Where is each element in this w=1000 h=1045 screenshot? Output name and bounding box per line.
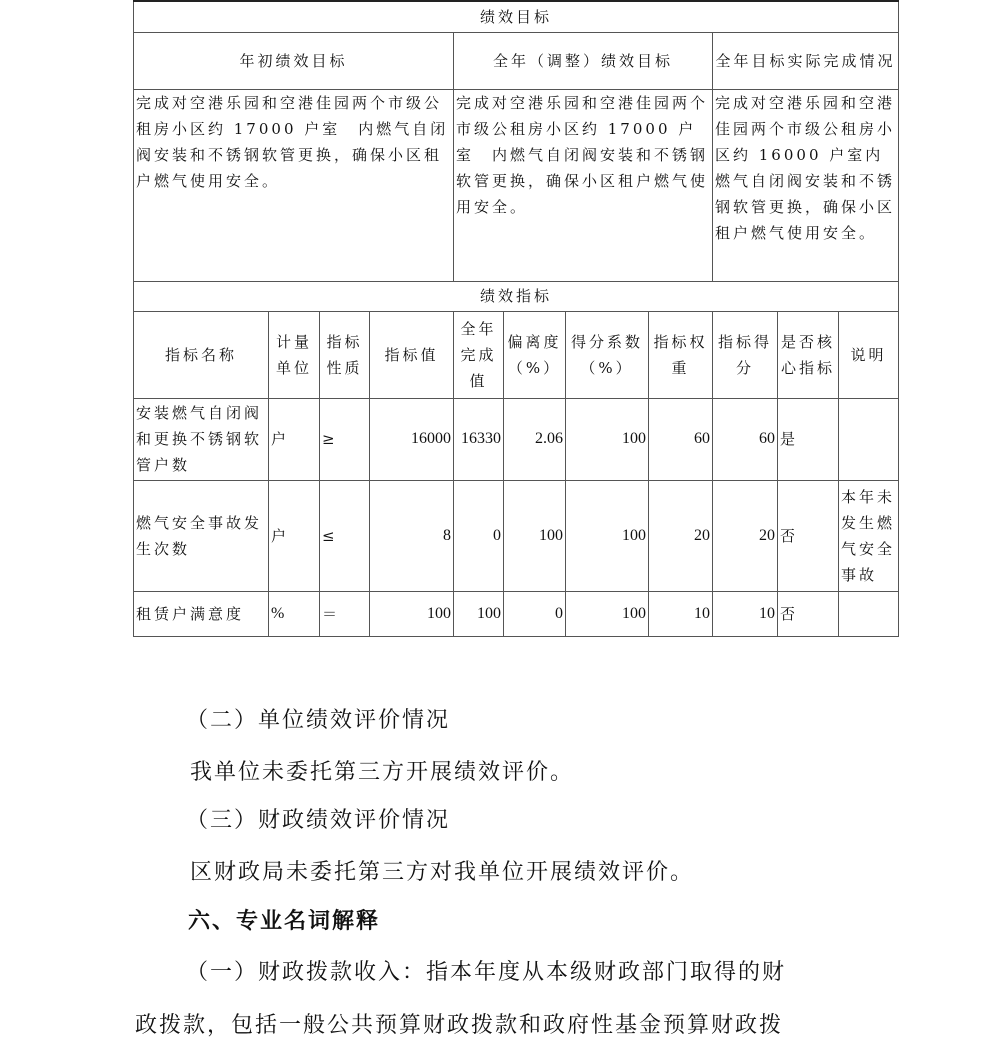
col-header-weight: 指标权重 [649, 311, 713, 398]
cell-note [839, 398, 899, 480]
cell-target: 8 [370, 480, 454, 591]
section-title-goals: 绩效目标 [134, 1, 899, 32]
goal-text-adjusted: 完成对空港乐园和空港佳园两个市级公租房小区约 17000 户室 内燃气自闭阀安装和不锈钢软管更换，确保小区租户燃气使用安全。 [454, 89, 713, 281]
goal-text-initial: 完成对空港乐园和空港佳园两个市级公租房小区约 17000 户室 内燃气自闭阀安装和不锈钢软管更换，确保小区租户燃气使用安全。 [134, 89, 454, 281]
cell-coef: 100 [566, 591, 649, 636]
col-header-name: 指标名称 [134, 311, 269, 398]
heading-fiscal-eval: （三）财政绩效评价情况 [186, 808, 451, 833]
cell-score: 20 [713, 480, 778, 591]
cell-target: 16000 [370, 398, 454, 480]
para-fiscal-eval: 区财政局未委托第三方对我单位开展绩效评价。 [190, 860, 695, 885]
cell-weight: 60 [649, 398, 713, 480]
col-header-unit: 计量单位 [269, 311, 320, 398]
col-header-note: 说明 [839, 311, 899, 398]
table-row [134, 591, 899, 636]
cell-name: 燃气安全事故发生次数 [134, 480, 269, 591]
heading-unit-eval: （二）单位绩效评价情况 [186, 708, 451, 733]
col-header-actual: 全年完成值 [454, 311, 504, 398]
col-header-deviation: 偏离度（%） [504, 311, 566, 398]
cell-core: 否 [778, 480, 839, 591]
cell-note [839, 591, 899, 636]
col-header-target: 指标值 [370, 311, 454, 398]
cell-nature: ≤ [320, 480, 370, 591]
cell-nature: ≥ [320, 398, 370, 480]
goal-text-actual: 完成对空港乐园和空港佳园两个市级公租房小区约 16000 户室内燃气自闭阀安装和不锈钢软管更换，确保小区租户燃气使用安全。 [713, 89, 899, 281]
col-header-nature: 指标性质 [320, 311, 370, 398]
cell-name: 安装燃气自闭阀和更换不锈钢软管户数 [134, 398, 269, 480]
cell-deviation: 0 [504, 591, 566, 636]
indicator-header-row [134, 311, 899, 398]
cell-deviation: 100 [504, 480, 566, 591]
cell-actual: 16330 [454, 398, 504, 480]
goal-header-adjusted: 全年（调整）绩效目标 [454, 32, 713, 89]
col-header-score: 指标得分 [713, 311, 778, 398]
term1-line1: （一）财政拨款收入：指本年度从本级财政部门取得的财 [186, 960, 787, 985]
col-header-core: 是否核心指标 [778, 311, 839, 398]
term1-line2: 政拨款，包括一般公共预算财政拨款和政府性基金预算财政拨 [135, 1013, 784, 1038]
cell-weight: 20 [649, 480, 713, 591]
para-unit-eval: 我单位未委托第三方开展绩效评价。 [190, 760, 575, 785]
goal-header-initial: 年初绩效目标 [134, 32, 454, 89]
cell-unit: 户 [269, 480, 320, 591]
cell-core: 是 [778, 398, 839, 480]
table-row [134, 398, 899, 480]
section-title-indicators: 绩效指标 [134, 281, 899, 311]
cell-deviation: 2.06 [504, 398, 566, 480]
cell-nature: ＝ [320, 591, 370, 636]
cell-weight: 10 [649, 591, 713, 636]
cell-actual: 0 [454, 480, 504, 591]
cell-unit: 户 [269, 398, 320, 480]
cell-actual: 100 [454, 591, 504, 636]
section6-title: 六、专业名词解释 [188, 909, 381, 934]
cell-score: 60 [713, 398, 778, 480]
cell-target: 100 [370, 591, 454, 636]
cell-coef: 100 [566, 480, 649, 591]
col-header-coef: 得分系数（%） [566, 311, 649, 398]
cell-name: 租赁户满意度 [134, 591, 269, 636]
cell-core: 否 [778, 591, 839, 636]
table-row [134, 480, 899, 591]
cell-score: 10 [713, 591, 778, 636]
cell-unit: % [269, 591, 320, 636]
cell-note: 本年未发生燃气安全事故 [839, 480, 899, 591]
performance-table [133, 0, 899, 637]
goal-header-actual: 全年目标实际完成情况 [713, 32, 899, 89]
cell-coef: 100 [566, 398, 649, 480]
